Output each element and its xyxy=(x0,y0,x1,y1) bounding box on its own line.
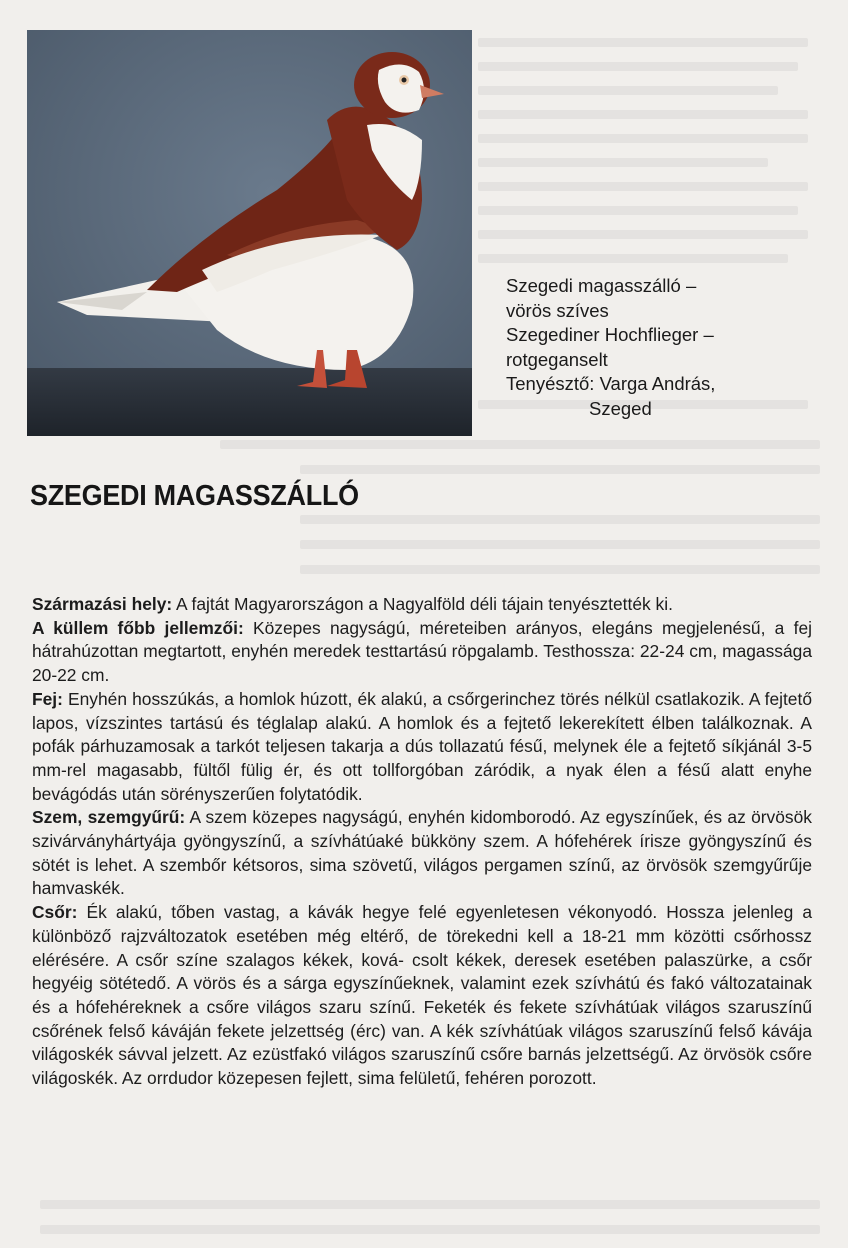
pigeon-illustration xyxy=(27,30,472,436)
section-label: Csőr: xyxy=(32,902,78,923)
section-text: A szem közepes nagyságú, enyhén kidomborodó. Az egyszínűek, és az örvösök szivárványhártyája gyöngyszínű, a szívhátúaké bükköny szem. A hófehérek írisze gyöngyszínű és sötét is lehet. A szembőr kétsoros, sima szövetű, világos pergamen színű, az örvösök szemgyűrűje hamvaskék. xyxy=(32,807,812,899)
caption-line: rotgeganselt xyxy=(506,348,608,370)
caption-line: Szegediner Hochflieger – xyxy=(506,324,714,345)
section-text: Ék alakú, tőben vastag, a kávák hegye felé egyenletesen vékonyodó. Hossza jelenleg a különböző rajzváltozatok esetében még eltérő, de törekedni kell a 18-21 mm közötti csőrhossz elérésére. A csőr színe szalagos kékek, ková- csolt kékek, deresek esetében palaszürke, a csőr hegyéig sötétedő. A vörös és a sárga egyszínűeknek, valamint ezek szívhátú és fakó változatainak és a hófehéreknek a csőre világos szaru színű. Feketék és fekete szívhátúak világos szaruszínű csőrének felső káváján fekete jelzettség (érc) van. A kék szívhátúak világos szaruszínű felső kávája világoskék sávval jelzett. Az ezüstfakó világos szaruszínű csőre barnás jelzettségű. Az örvösök csőre világoskék. Az orrdudor közepesen fejlett, sima felületű, fehéren porozott. xyxy=(32,902,812,1089)
section-appearance xyxy=(32,617,812,688)
section-eye xyxy=(32,806,812,901)
section-head xyxy=(32,688,812,807)
article-body xyxy=(32,593,812,1091)
pigeon-photo xyxy=(27,30,472,436)
section-label: Fej: xyxy=(32,688,63,709)
page-title: SZEGEDI MAGASSZÁLLÓ xyxy=(30,480,359,512)
section-label: Szem, szemgyűrű: xyxy=(32,807,186,828)
caption-line: Szeged xyxy=(589,397,652,419)
section-text: Közepes nagyságú, méreteiben arányos, elegáns megjelenésű, a fej hátrahúzottan megtartott, enyhén meredek testtartású röpgalamb. Testhossza: 22-24 cm, magassága 20-22 cm. xyxy=(32,617,812,686)
caption-line: vörös szíves xyxy=(506,299,609,321)
section-label: Származási hely: xyxy=(32,594,173,614)
section-label: A küllem főbb jellemzői: xyxy=(32,617,244,638)
caption-line: Tenyésztő: Varga András, xyxy=(506,373,716,394)
section-text: A fajtát Magyarországon a Nagyalföld déli tájain tenyésztették ki. xyxy=(172,594,673,614)
section-origin xyxy=(32,593,812,617)
photo-caption xyxy=(506,274,826,421)
section-beak xyxy=(32,901,812,1091)
section-text: Enyhén hosszúkás, a homlok húzott, ék alakú, a csőrgerinchez törés nélkül csatlakozik. A fejtető lapos, vízszintes tartású és téglalap alakú. A homlok és a fejtető lekerekített élben találkoznak. A pofák párhuzamosak a tarkót teljesen takarja a dús tollazatú fésű, melynek éle a fejtető síkjánál 3-5 mm-rel magasabb, fültől fülig ér, és ott tollforgóban záródik, a nyak élen a fésű alatt enyhe bevágódás után sörényszerűen folytatódik. xyxy=(32,688,812,804)
caption-line: Szegedi magasszálló – xyxy=(506,275,697,296)
